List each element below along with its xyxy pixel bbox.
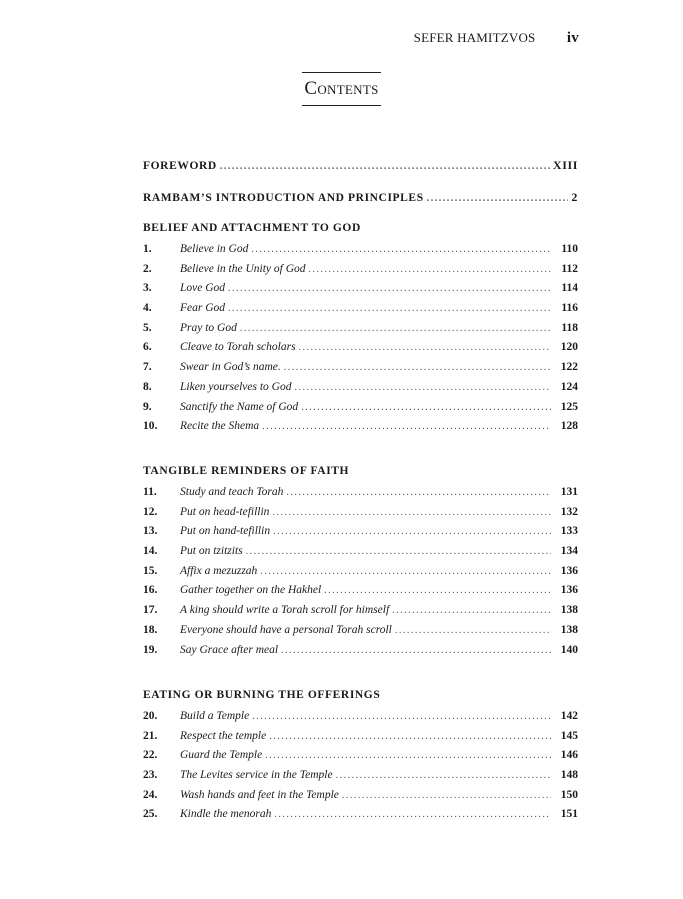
entry-page: 120 [560, 341, 578, 354]
dot-leader [286, 487, 551, 498]
entry-number: 2. [143, 262, 152, 275]
toc-entry[interactable] [143, 361, 578, 381]
entry-title: Love God [180, 282, 226, 295]
entry-number: 3. [143, 282, 152, 295]
entry-page: 132 [560, 505, 578, 518]
dot-leader [251, 244, 551, 255]
entry-page: 124 [560, 380, 578, 393]
entry-number: 7. [143, 361, 152, 374]
entry-page: 146 [560, 749, 578, 762]
entry-title: Guard the Temple [180, 749, 263, 762]
dot-leader [262, 421, 551, 432]
dot-leader [324, 585, 551, 596]
entry-number: 17. [143, 604, 158, 617]
entry-number: 11. [143, 486, 157, 498]
entry-title: A king should write a Torah scroll for himself [180, 604, 390, 617]
dot-leader [284, 362, 551, 373]
entry-page: 151 [560, 808, 578, 821]
entry-title: Sanctify the Name of God [180, 400, 299, 413]
entry-number: 15. [143, 564, 158, 577]
entry-title: Believe in the Unity of God [180, 262, 306, 275]
dot-leader [281, 645, 551, 656]
toc-entry[interactable] [143, 789, 578, 809]
toc-entry[interactable] [143, 302, 578, 322]
entry-page: 112 [561, 262, 578, 275]
entry-page: 131 [560, 486, 578, 498]
toc-entry[interactable] [143, 624, 578, 644]
entry-title: Swear in God’s name. [180, 361, 281, 374]
section-offerings-list [143, 710, 578, 828]
entry-page: 133 [560, 525, 578, 538]
toc-entry[interactable] [143, 545, 578, 565]
entry-number: 4. [143, 302, 152, 315]
entry-number: 1. [143, 243, 152, 255]
entry-page: 116 [561, 302, 578, 315]
dot-leader [392, 605, 551, 616]
introduction-page: 2 [571, 190, 578, 204]
title-block [0, 72, 683, 106]
toc-entry[interactable] [143, 282, 578, 302]
toc-entry[interactable] [143, 749, 578, 769]
dot-leader [336, 770, 551, 781]
dot-leader [220, 161, 550, 172]
entry-title: Pray to God [180, 321, 237, 334]
section-heading: BELIEF AND ATTACHMENT TO GOD [143, 222, 361, 234]
dot-leader [309, 264, 551, 275]
entry-page: 110 [561, 243, 578, 255]
dot-leader [273, 526, 551, 537]
entry-page: 136 [560, 584, 578, 597]
toc-entry[interactable] [143, 644, 578, 664]
entry-page: 150 [560, 788, 578, 801]
entry-number: 5. [143, 321, 152, 334]
toc-introduction[interactable] [143, 190, 578, 205]
entry-number: 6. [143, 341, 152, 354]
entry-title: Affix a mezuzzah [180, 564, 258, 577]
toc-entry[interactable] [143, 769, 578, 789]
entry-title: Put on head-tefillin [180, 505, 270, 518]
entry-page: 122 [560, 361, 578, 374]
entry-title: Say Grace after meal [180, 643, 279, 656]
entry-title: Fear God [180, 302, 226, 315]
toc-entry[interactable] [143, 506, 578, 526]
toc-entry[interactable] [143, 243, 578, 263]
entry-page: 134 [560, 545, 578, 558]
toc-entry[interactable] [143, 604, 578, 624]
entry-number: 10. [143, 420, 158, 433]
introduction-label: RAMBAM’S INTRODUCTION AND PRINCIPLES [143, 192, 424, 204]
dot-leader [246, 546, 551, 557]
entry-page: 136 [560, 564, 578, 577]
dot-leader [240, 323, 551, 334]
entry-title: Everyone should have a personal Torah scroll [180, 623, 392, 636]
entry-title: Recite the Shema [180, 420, 260, 433]
entry-title: Respect the temple [180, 729, 267, 742]
toc-entry[interactable] [143, 341, 578, 361]
running-head [414, 30, 579, 47]
toc-entry[interactable] [143, 401, 578, 421]
dot-leader [301, 402, 551, 413]
entry-title: Liken yourselves to God [180, 380, 292, 393]
dot-leader [342, 790, 551, 801]
entry-title: Gather together on the Hakhel [180, 584, 322, 597]
entry-page: 138 [560, 604, 578, 617]
toc-entry[interactable] [143, 584, 578, 604]
entry-page: 142 [560, 710, 578, 722]
entry-title: Study and teach Torah [180, 486, 284, 498]
dot-leader [299, 342, 551, 353]
toc-entry[interactable] [143, 322, 578, 342]
dot-leader [228, 283, 551, 294]
entry-number: 16. [143, 584, 158, 597]
dot-leader [269, 731, 551, 742]
entry-page: 128 [560, 420, 578, 433]
entry-title: Build a Temple [180, 710, 250, 722]
entry-title: Put on tzitzits [180, 545, 243, 558]
toc-entry[interactable] [143, 486, 578, 506]
section-heading: EATING OR BURNING THE OFFERINGS [143, 689, 381, 701]
entry-number: 13. [143, 525, 158, 538]
dot-leader [427, 193, 569, 204]
dot-leader [265, 750, 551, 761]
entry-number: 9. [143, 400, 152, 413]
toc-entry[interactable] [143, 730, 578, 750]
foreword-label: FOREWORD [143, 160, 217, 172]
dot-leader [294, 382, 551, 393]
entry-page: 125 [560, 400, 578, 413]
entry-number: 22. [143, 749, 158, 762]
toc-entry[interactable] [143, 565, 578, 585]
entry-number: 25. [143, 808, 158, 821]
entry-title: Believe in God [180, 243, 249, 255]
entry-page: 145 [560, 729, 578, 742]
entry-title: Kindle the menorah [180, 808, 272, 821]
entry-page: 114 [561, 282, 578, 295]
section-heading: TANGIBLE REMINDERS OF FAITH [143, 465, 350, 477]
entry-number: 14. [143, 545, 158, 558]
entry-page: 140 [560, 643, 578, 656]
entry-page: 148 [560, 769, 578, 782]
toc-entry[interactable] [143, 420, 578, 440]
entry-title: Wash hands and feet in the Temple [180, 788, 339, 801]
dot-leader [252, 711, 551, 722]
toc-foreword[interactable] [143, 158, 578, 173]
page-title: Contents [302, 72, 380, 106]
entry-number: 24. [143, 788, 158, 801]
section-reminders-list [143, 486, 578, 663]
toc-entry[interactable] [143, 808, 578, 828]
dot-leader [272, 507, 551, 518]
toc-entry[interactable] [143, 710, 578, 730]
toc-entry[interactable] [143, 381, 578, 401]
entry-number: 18. [143, 623, 158, 636]
entry-title: Put on hand-tefillin [180, 525, 271, 538]
book-title: SEFER HAMITZVOS [413, 30, 536, 45]
entry-number: 23. [143, 769, 158, 782]
entry-title: Cleave to Torah scholars [180, 341, 296, 354]
dot-leader [395, 625, 551, 636]
entry-number: 21. [143, 729, 158, 742]
entry-number: 19. [143, 643, 158, 656]
dot-leader [260, 566, 551, 577]
dot-leader [274, 809, 551, 820]
toc-entry[interactable] [143, 263, 578, 283]
page-folio: iv [566, 30, 579, 46]
entry-page: 138 [560, 623, 578, 636]
section-belief-list [143, 243, 578, 440]
entry-number: 20. [143, 710, 158, 722]
entry-number: 12. [143, 505, 158, 518]
entry-title: The Levites service in the Temple [180, 769, 333, 782]
toc-entry[interactable] [143, 525, 578, 545]
dot-leader [228, 303, 551, 314]
entry-number: 8. [143, 380, 152, 393]
entry-page: 118 [561, 321, 578, 334]
foreword-page: XIII [552, 158, 578, 172]
